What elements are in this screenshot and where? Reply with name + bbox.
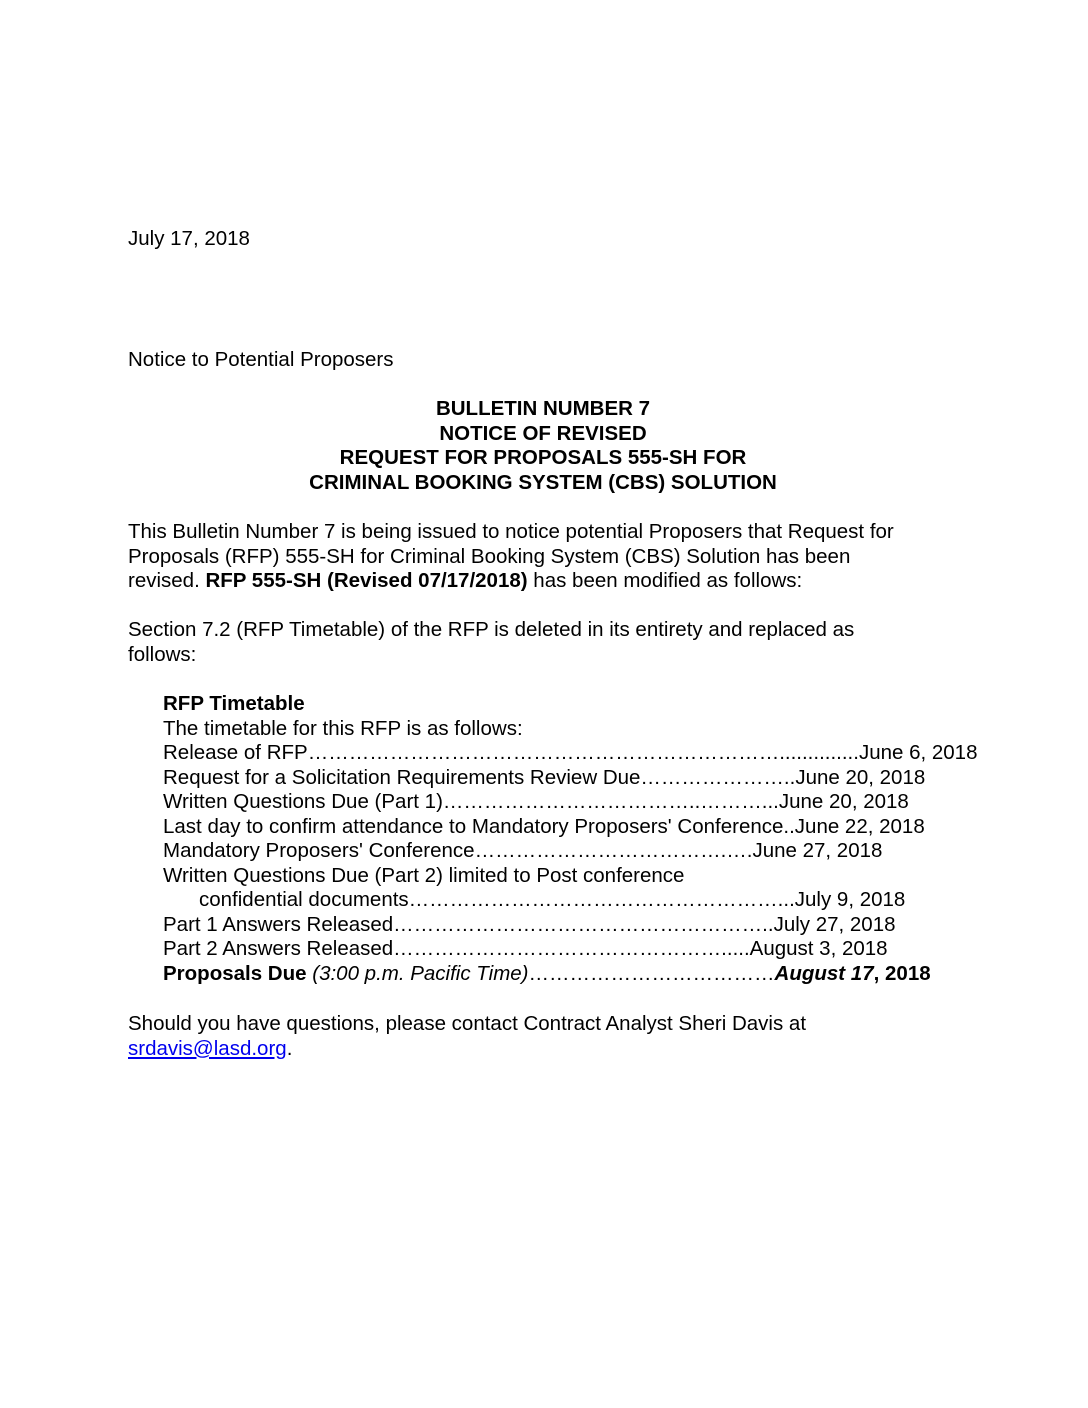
proposals-due-dots: ……………………………… xyxy=(528,961,775,985)
bulletin-heading xyxy=(128,397,958,495)
timetable-row: Request for a Solicitation Requirements Review Due…………………..June 20, 2018 xyxy=(163,765,926,789)
paragraph-line xyxy=(128,569,968,594)
timetable-row: confidential documents………………………………………………...July 9, 2018 xyxy=(199,888,906,911)
letter-date: July 17, 2018 xyxy=(128,227,250,250)
closing-punctuation: . xyxy=(286,1036,293,1060)
timetable-intro: The timetable for this RFP is as follows: xyxy=(163,716,523,740)
paragraph-line: Proposals (RFP) 555-SH for Criminal Booking System (CBS) Solution has been xyxy=(128,544,851,568)
paragraph-line: follows: xyxy=(128,642,197,666)
closing-text: Should you have questions, please contact Contract Analyst Sheri Davis at xyxy=(128,1012,807,1035)
timetable-row: Release of RFP……………………………………………………………..............June 6, 2018 xyxy=(163,741,978,764)
proposals-due-note: (3:00 p.m. Pacific Time) xyxy=(306,961,529,985)
paragraph-line: Section 7.2 (RFP Timetable) of the RFP is deleted in its entirety and replaced as xyxy=(128,618,855,641)
timetable-row: Written Questions Due (Part 2) limited to Post conference xyxy=(163,863,685,887)
timetable-row: Part 1 Answers Released………………………………………………..July 27, 2018 xyxy=(163,912,896,936)
section-paragraph xyxy=(128,618,968,667)
heading-line: NOTICE OF REVISED xyxy=(439,421,647,445)
paragraph-line xyxy=(128,1037,968,1062)
revised-rfp-reference: RFP 555-SH (Revised 07/17/2018) xyxy=(205,569,528,592)
paragraph-text: revised. xyxy=(128,569,206,592)
closing-paragraph xyxy=(128,1012,968,1061)
timetable-row: Last day to confirm attendance to Mandatory Proposers' Conference..June 22, 2018 xyxy=(163,814,925,838)
proposals-due-date: August 17 xyxy=(774,961,874,985)
rfp-timetable xyxy=(163,692,978,986)
proposals-due-year: , 2018 xyxy=(873,961,931,985)
salutation: Notice to Potential Proposers xyxy=(128,348,394,371)
heading-line: CRIMINAL BOOKING SYSTEM (CBS) SOLUTION xyxy=(309,470,777,494)
heading-line: BULLETIN NUMBER 7 xyxy=(435,397,651,420)
timetable-row: Written Questions Due (Part 1)………………………………..………...June 20, 2018 xyxy=(163,790,909,813)
timetable-row-proposals-due xyxy=(163,962,963,987)
paragraph-text: has been modified as follows: xyxy=(527,569,803,592)
proposals-due-label: Proposals Due xyxy=(163,961,307,985)
paragraph-line: This Bulletin Number 7 is being issued to notice potential Proposers that Request for xyxy=(128,520,894,543)
timetable-row: Part 2 Answers Released………………………………………….....August 3, 2018 xyxy=(163,937,888,960)
timetable-row: Mandatory Proposers' Conference……………………………….….June 27, 2018 xyxy=(163,839,883,862)
heading-line: REQUEST FOR PROPOSALS 555-SH FOR xyxy=(339,446,747,469)
timetable-title: RFP Timetable xyxy=(163,692,305,715)
email-link[interactable]: srdavis@lasd.org xyxy=(128,1036,287,1060)
intro-paragraph xyxy=(128,520,968,594)
